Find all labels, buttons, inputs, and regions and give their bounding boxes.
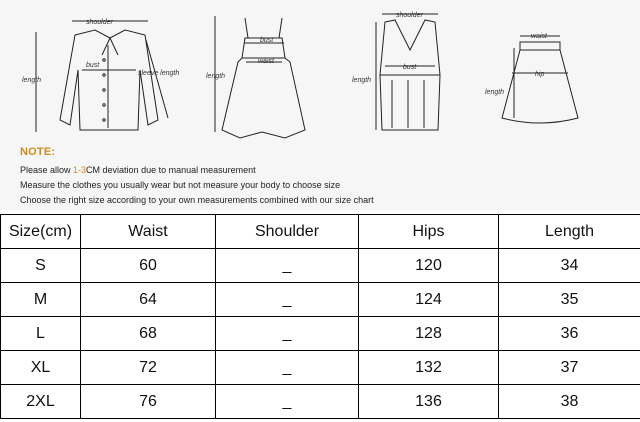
table-header-row	[1, 215, 640, 249]
dress-sketch	[215, 16, 305, 138]
cell-hips: 124	[359, 283, 499, 317]
cell-length: 38	[499, 385, 640, 419]
note-line1-highlight: 1-3	[73, 165, 87, 175]
cell-size: M	[1, 283, 81, 317]
note-line-deviation	[20, 165, 256, 175]
cell-hips: 120	[359, 249, 499, 283]
top-shoulder-label: shoulder	[396, 12, 423, 19]
skirt-hip-label: hip	[535, 71, 545, 78]
cell-waist: 72	[81, 351, 216, 385]
note-line1-prefix: Please allow	[20, 165, 74, 175]
cell-size: S	[1, 249, 81, 283]
note-title: NOTE:	[20, 146, 56, 158]
dress-length-label: length	[206, 73, 226, 80]
skirt-sketch	[502, 36, 578, 123]
cell-waist: 76	[81, 385, 216, 419]
top-bust-label: bust	[403, 64, 417, 71]
skirt-length-label: length	[485, 89, 505, 96]
cell-shoulder: _	[216, 283, 359, 317]
cell-hips: 132	[359, 351, 499, 385]
note-line1-suffix: CM deviation due to manual measurement	[86, 165, 256, 175]
table-row	[1, 385, 640, 419]
header-size: Size(cm)	[1, 215, 81, 249]
header-waist: Waist	[81, 215, 216, 249]
header-shoulder: Shoulder	[216, 215, 359, 249]
cell-length: 34	[499, 249, 640, 283]
blouse-length-label: length	[22, 77, 42, 84]
blouse-bust-label: bust	[86, 62, 100, 69]
cell-waist: 64	[81, 283, 216, 317]
cell-shoulder: _	[216, 351, 359, 385]
table-row	[1, 249, 640, 283]
cell-length: 35	[499, 283, 640, 317]
top-sketch	[376, 14, 440, 130]
table-row	[1, 351, 640, 385]
table-row	[1, 317, 640, 351]
measurement-guide	[0, 0, 640, 210]
header-hips: Hips	[359, 215, 499, 249]
cell-size: L	[1, 317, 81, 351]
dress-bust-label: bust	[260, 37, 274, 44]
dress-waist-label: waist	[258, 58, 274, 65]
table-row	[1, 283, 640, 317]
size-chart-table	[0, 214, 640, 419]
cell-hips: 136	[359, 385, 499, 419]
cell-shoulder: _	[216, 249, 359, 283]
top-length-label: length	[352, 77, 372, 84]
note-line-choose: Choose the right size according to your own measurements combined with our size chart	[20, 195, 374, 205]
cell-waist: 60	[81, 249, 216, 283]
blouse-sleeve-label: sleeve length	[138, 70, 180, 77]
cell-size: 2XL	[1, 385, 81, 419]
cell-length: 36	[499, 317, 640, 351]
garment-illustrations	[0, 0, 640, 142]
note-line-measure: Measure the clothes you usually wear but not measure your body to choose size	[20, 180, 341, 190]
cell-size: XL	[1, 351, 81, 385]
cell-length: 37	[499, 351, 640, 385]
garment-sketches	[0, 0, 640, 142]
cell-shoulder: _	[216, 317, 359, 351]
skirt-waist-label: waist	[531, 33, 547, 40]
cell-hips: 128	[359, 317, 499, 351]
header-length: Length	[499, 215, 640, 249]
blouse-shoulder-label: shoulder	[86, 19, 113, 26]
cell-shoulder: _	[216, 385, 359, 419]
cell-waist: 68	[81, 317, 216, 351]
